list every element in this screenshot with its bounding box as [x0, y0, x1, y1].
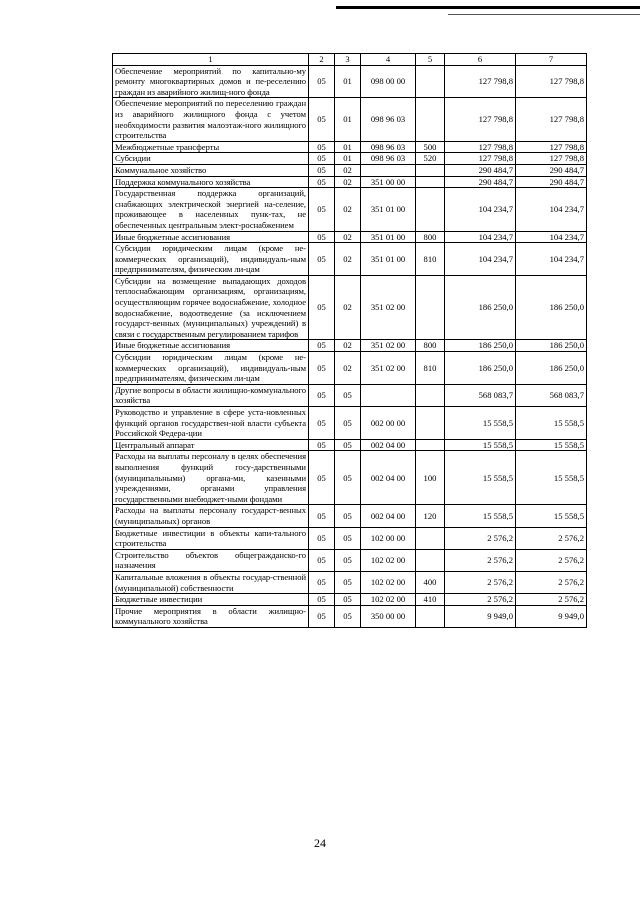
row-value-cell-c6: 127 798,8: [445, 141, 516, 153]
row-value-cell-c7: 15 558,5: [516, 407, 587, 440]
row-value-cell-c5: [416, 188, 445, 231]
row-value-cell-c4: [361, 164, 416, 176]
row-value-cell-c3: 05: [335, 594, 361, 606]
row-name-cell: Субсидии: [113, 153, 309, 165]
row-value-cell-c2: 05: [309, 275, 335, 340]
row-value-cell-c7: 127 798,8: [516, 98, 587, 141]
row-value-cell-c3: 05: [335, 407, 361, 440]
row-value-cell-c7: 15 558,5: [516, 439, 587, 451]
row-value-cell-c2: 05: [309, 451, 335, 505]
row-value-cell-c4: 351 02 00: [361, 275, 416, 340]
row-value-cell-c7: 290 484,7: [516, 164, 587, 176]
table-row: [113, 407, 587, 440]
row-value-cell-c6: 15 558,5: [445, 505, 516, 527]
row-value-cell-c2: 05: [309, 164, 335, 176]
row-value-cell-c6: 127 798,8: [445, 65, 516, 98]
row-value-cell-c3: 01: [335, 153, 361, 165]
row-value-cell-c4: 098 96 03: [361, 98, 416, 141]
row-value-cell-c5: 500: [416, 141, 445, 153]
row-value-cell-c5: [416, 65, 445, 98]
row-name-cell: Иные бюджетные ассигнования: [113, 340, 309, 352]
row-name-cell: Расходы на выплаты персоналу государст-венных (муниципальных) органов: [113, 505, 309, 527]
row-value-cell-c6: 2 576,2: [445, 527, 516, 549]
row-value-cell-c7: 186 250,0: [516, 340, 587, 352]
row-value-cell-c6: 127 798,8: [445, 98, 516, 141]
row-value-cell-c4: 350 00 00: [361, 605, 416, 627]
row-value-cell-c7: 9 949,0: [516, 605, 587, 627]
row-value-cell-c4: [361, 384, 416, 406]
table-row: [113, 439, 587, 451]
row-value-cell-c2: 05: [309, 549, 335, 571]
row-value-cell-c4: 351 02 00: [361, 340, 416, 352]
header-col-5: 5: [416, 54, 445, 66]
row-value-cell-c7: 127 798,8: [516, 141, 587, 153]
row-value-cell-c5: 120: [416, 505, 445, 527]
row-name-cell: Капитальные вложения в объекты государ-ственной (муниципальной) собственности: [113, 571, 309, 593]
row-name-cell: Другие вопросы в области жилищно-коммунального хозяйства: [113, 384, 309, 406]
row-value-cell-c3: 05: [335, 527, 361, 549]
header-rule-thick: [336, 6, 640, 9]
row-name-cell: Субсидии на возмещение выпадающих доходов теплоснабжающим организациям, организациям, осуществляющим горячее водоснабжение, холодное водоснабжение, водоотведение (за исключением государст-венных (муниципальных) учреждений) в связи с государственным регулированием тарифов: [113, 275, 309, 340]
row-value-cell-c7: 127 798,8: [516, 65, 587, 98]
table-row: [113, 594, 587, 606]
row-value-cell-c3: 02: [335, 164, 361, 176]
row-value-cell-c6: 9 949,0: [445, 605, 516, 627]
table-row: [113, 605, 587, 627]
row-value-cell-c4: 351 01 00: [361, 243, 416, 276]
row-value-cell-c2: 05: [309, 231, 335, 243]
row-value-cell-c7: 186 250,0: [516, 275, 587, 340]
row-value-cell-c3: 05: [335, 571, 361, 593]
row-value-cell-c7: 568 083,7: [516, 384, 587, 406]
table-row: [113, 352, 587, 385]
row-value-cell-c2: 05: [309, 65, 335, 98]
row-value-cell-c7: 186 250,0: [516, 352, 587, 385]
table-row: [113, 176, 587, 188]
row-value-cell-c4: 002 04 00: [361, 451, 416, 505]
row-value-cell-c7: 15 558,5: [516, 505, 587, 527]
row-value-cell-c3: 02: [335, 352, 361, 385]
row-value-cell-c6: 104 234,7: [445, 243, 516, 276]
row-value-cell-c7: 104 234,7: [516, 188, 587, 231]
row-value-cell-c4: 098 00 00: [361, 65, 416, 98]
row-value-cell-c3: 02: [335, 340, 361, 352]
row-name-cell: Межбюджетные трансферты: [113, 141, 309, 153]
row-value-cell-c3: 05: [335, 605, 361, 627]
row-value-cell-c3: 05: [335, 384, 361, 406]
row-value-cell-c3: 05: [335, 451, 361, 505]
row-value-cell-c6: 127 798,8: [445, 153, 516, 165]
row-value-cell-c2: 05: [309, 352, 335, 385]
row-value-cell-c6: 186 250,0: [445, 352, 516, 385]
row-value-cell-c2: 05: [309, 141, 335, 153]
row-value-cell-c4: 102 02 00: [361, 571, 416, 593]
row-name-cell: Субсидии юридическим лицам (кроме не-коммерческих организаций), индивидуаль-ным предпринимателям, физическим ли-цам: [113, 243, 309, 276]
row-value-cell-c5: [416, 605, 445, 627]
row-value-cell-c7: 104 234,7: [516, 243, 587, 276]
row-value-cell-c7: 2 576,2: [516, 594, 587, 606]
header-col-3: 3: [335, 54, 361, 66]
row-value-cell-c3: 02: [335, 188, 361, 231]
row-name-cell: Прочие мероприятия в области жилищно-коммунального хозяйства: [113, 605, 309, 627]
row-value-cell-c5: 810: [416, 243, 445, 276]
table-row: [113, 188, 587, 231]
table-row: [113, 141, 587, 153]
row-value-cell-c6: 186 250,0: [445, 340, 516, 352]
row-value-cell-c4: 351 00 00: [361, 176, 416, 188]
row-value-cell-c2: 05: [309, 439, 335, 451]
row-value-cell-c6: 15 558,5: [445, 451, 516, 505]
row-value-cell-c7: 127 798,8: [516, 153, 587, 165]
row-value-cell-c3: 05: [335, 505, 361, 527]
row-value-cell-c4: 351 01 00: [361, 188, 416, 231]
row-name-cell: Иные бюджетные ассигнования: [113, 231, 309, 243]
table-row: [113, 231, 587, 243]
row-value-cell-c7: 104 234,7: [516, 231, 587, 243]
row-value-cell-c3: 02: [335, 176, 361, 188]
row-value-cell-c5: [416, 549, 445, 571]
table-header-row: [113, 54, 587, 66]
row-value-cell-c5: [416, 275, 445, 340]
row-value-cell-c5: [416, 439, 445, 451]
row-name-cell: Обеспечение мероприятий по капитально-му ремонту многоквартирных домов и пе-реселению граждан из аварийного жилищ-ного фонда: [113, 65, 309, 98]
row-value-cell-c6: 568 083,7: [445, 384, 516, 406]
table-row: [113, 340, 587, 352]
row-value-cell-c6: 2 576,2: [445, 549, 516, 571]
table-row: [113, 98, 587, 141]
row-value-cell-c6: 290 484,7: [445, 176, 516, 188]
table-row: [113, 153, 587, 165]
header-col-4: 4: [361, 54, 416, 66]
table-row: [113, 243, 587, 276]
row-value-cell-c4: 351 01 00: [361, 231, 416, 243]
row-value-cell-c2: 05: [309, 571, 335, 593]
table-row: [113, 164, 587, 176]
row-value-cell-c2: 05: [309, 176, 335, 188]
table-row: [113, 527, 587, 549]
header-col-2: 2: [309, 54, 335, 66]
row-value-cell-c2: 05: [309, 384, 335, 406]
row-value-cell-c5: 410: [416, 594, 445, 606]
row-value-cell-c6: 2 576,2: [445, 571, 516, 593]
row-value-cell-c7: 2 576,2: [516, 571, 587, 593]
row-value-cell-c7: 15 558,5: [516, 451, 587, 505]
row-value-cell-c5: 800: [416, 231, 445, 243]
row-value-cell-c6: 2 576,2: [445, 594, 516, 606]
row-value-cell-c3: 02: [335, 275, 361, 340]
row-name-cell: Руководство и управление в сфере уста-новленных функций органов государствен-ной власти субъекта Российской Федера-ции: [113, 407, 309, 440]
row-name-cell: Субсидии юридическим лицам (кроме не-коммерческих организаций), индивидуаль-ным предпринимателям, физическим ли-цам: [113, 352, 309, 385]
row-name-cell: Бюджетные инвестиции в объекты капи-тального строительства: [113, 527, 309, 549]
row-value-cell-c5: [416, 98, 445, 141]
row-name-cell: Поддержка коммунального хозяйства: [113, 176, 309, 188]
row-value-cell-c2: 05: [309, 243, 335, 276]
row-value-cell-c5: [416, 384, 445, 406]
row-value-cell-c2: 05: [309, 340, 335, 352]
row-value-cell-c2: 05: [309, 188, 335, 231]
row-value-cell-c2: 05: [309, 407, 335, 440]
row-value-cell-c6: 290 484,7: [445, 164, 516, 176]
table-row: [113, 384, 587, 406]
row-name-cell: Строительство объектов общегражданско-го назначения: [113, 549, 309, 571]
row-value-cell-c7: 2 576,2: [516, 527, 587, 549]
row-value-cell-c7: 290 484,7: [516, 176, 587, 188]
row-name-cell: Бюджетные инвестиции: [113, 594, 309, 606]
row-value-cell-c4: 002 00 00: [361, 407, 416, 440]
header-col-1: 1: [113, 54, 309, 66]
row-value-cell-c2: 05: [309, 594, 335, 606]
table-row: [113, 451, 587, 505]
row-value-cell-c4: 102 02 00: [361, 549, 416, 571]
row-value-cell-c6: 104 234,7: [445, 231, 516, 243]
row-value-cell-c3: 05: [335, 439, 361, 451]
row-value-cell-c5: [416, 407, 445, 440]
header-rule-thin: [448, 14, 640, 15]
row-value-cell-c6: 104 234,7: [445, 188, 516, 231]
row-value-cell-c7: 2 576,2: [516, 549, 587, 571]
row-value-cell-c3: 05: [335, 549, 361, 571]
row-value-cell-c6: 186 250,0: [445, 275, 516, 340]
table-row: [113, 275, 587, 340]
row-value-cell-c4: 002 04 00: [361, 439, 416, 451]
row-value-cell-c4: 351 02 00: [361, 352, 416, 385]
row-name-cell: Обеспечение мероприятий по переселению граждан из аварийного жилищного фонда с учетом необходимости развития малоэтаж-ного жилищного строительства: [113, 98, 309, 141]
row-name-cell: Центральный аппарат: [113, 439, 309, 451]
row-value-cell-c2: 05: [309, 605, 335, 627]
row-value-cell-c4: 098 96 03: [361, 153, 416, 165]
budget-table: [112, 53, 587, 628]
header-col-7: 7: [516, 54, 587, 66]
row-name-cell: Коммунальное хозяйство: [113, 164, 309, 176]
row-value-cell-c5: 100: [416, 451, 445, 505]
row-value-cell-c5: [416, 527, 445, 549]
row-value-cell-c4: 002 04 00: [361, 505, 416, 527]
row-value-cell-c2: 05: [309, 505, 335, 527]
row-value-cell-c4: 098 96 03: [361, 141, 416, 153]
row-value-cell-c3: 02: [335, 231, 361, 243]
row-value-cell-c6: 15 558,5: [445, 407, 516, 440]
table-row: [113, 571, 587, 593]
table-row: [113, 505, 587, 527]
row-value-cell-c2: 05: [309, 527, 335, 549]
row-value-cell-c5: 400: [416, 571, 445, 593]
row-value-cell-c5: 520: [416, 153, 445, 165]
row-name-cell: Государственная поддержка организаций, снабжающих электрической энергией на-селение, проживающее в населенных пунк-тах, не обеспеченных центральным элект-роснабжением: [113, 188, 309, 231]
row-name-cell: Расходы на выплаты персоналу в целях обеспечения выполнения функций госу-дарственными (муниципальными) органа-ми, казенными учреждениями, органами управления государственными внебюджет-ными фондами: [113, 451, 309, 505]
row-value-cell-c3: 01: [335, 98, 361, 141]
row-value-cell-c5: 810: [416, 352, 445, 385]
row-value-cell-c4: 102 02 00: [361, 594, 416, 606]
row-value-cell-c5: [416, 164, 445, 176]
header-col-6: 6: [445, 54, 516, 66]
row-value-cell-c4: 102 00 00: [361, 527, 416, 549]
row-value-cell-c3: 01: [335, 65, 361, 98]
row-value-cell-c5: 800: [416, 340, 445, 352]
page-number: 24: [314, 836, 326, 850]
row-value-cell-c3: 01: [335, 141, 361, 153]
row-value-cell-c6: 15 558,5: [445, 439, 516, 451]
table-row: [113, 65, 587, 98]
row-value-cell-c5: [416, 176, 445, 188]
table-row: [113, 549, 587, 571]
row-value-cell-c2: 05: [309, 153, 335, 165]
row-value-cell-c3: 02: [335, 243, 361, 276]
row-value-cell-c2: 05: [309, 98, 335, 141]
